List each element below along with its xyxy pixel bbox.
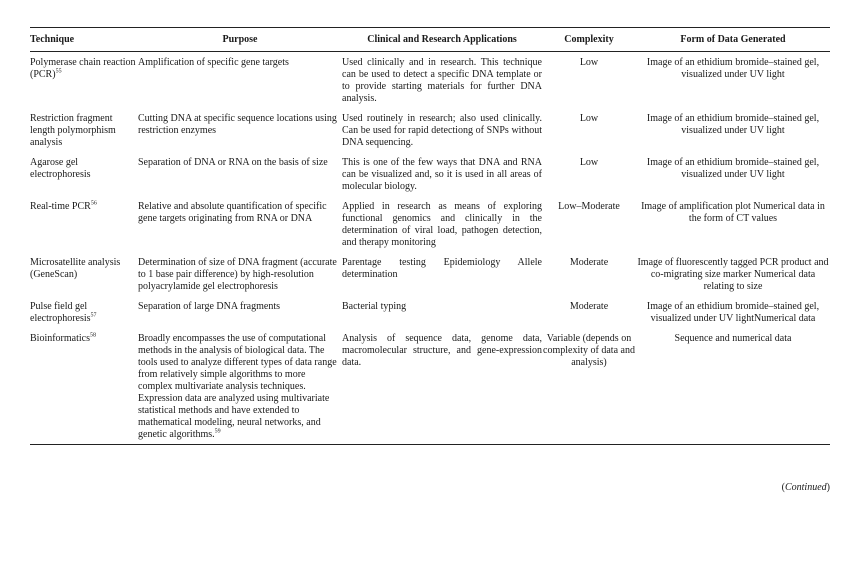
cell-purpose: Determination of size of DNA fragment (accurate to 1 base pair difference) by high-resolution polyacrylamide gel electrophoresis [138, 257, 337, 292]
cell-technique: Agarose gel electrophoresis [30, 157, 91, 180]
cell-complexity: Moderate [569, 301, 609, 312]
table-header-row [30, 28, 830, 52]
cell-complexity: Low [579, 157, 599, 168]
cell-complexity: Low [579, 113, 599, 124]
cell-data-form: Image of an ethidium bromide–stained gel, visualized under UV light [646, 57, 820, 80]
cell-technique: Polymerase chain reaction (PCR)$^{55}$ [30, 57, 136, 80]
cell-applications: Applied in research as means of exploring functional genomics and clinically in the determination of viral load, pathogen detection, and therapy monitoring [342, 201, 542, 248]
cell-complexity: Moderate [569, 257, 609, 268]
cell-technique: Pulse field gel electrophoresis$^{57}$ [30, 301, 97, 324]
continued-note: (Continued) [781, 482, 830, 493]
techniques-table [30, 27, 830, 445]
header-data-form: Form of Data Generated [680, 34, 786, 45]
cell-technique: Microsatellite analysis (GeneScan) [30, 257, 121, 280]
cell-data-form: Sequence and numerical data [674, 333, 792, 344]
cell-data-form: Image of an ethidium bromide–stained gel, visualized under UV light [646, 157, 820, 180]
cell-purpose: Separation of large DNA fragments [138, 301, 280, 312]
cell-data-form: Image of amplification plot Numerical data in the form of CT values [641, 201, 825, 224]
cell-applications: This is one of the few ways that DNA and RNA can be visualized and, so it is used in all areas of molecular biology. [342, 157, 542, 192]
cell-purpose: Broadly encompasses the use of computational methods in the analysis of biological data. The tools used to analyze different types of data range from relatively simple algorithms to more complex multivariate analysis techniques. Expression data are analyzed using multivariate statistical methods and have extended to mathematical modeling, neural networks, and genetic algorithms.$^{59}$ [138, 333, 337, 440]
cell-complexity: Low [579, 57, 599, 68]
header-complexity: Complexity [564, 34, 614, 45]
table-row [30, 196, 830, 252]
table-row [30, 108, 830, 152]
cell-applications: Analysis of sequence data, genome data, macromolecular structure, and gene-expression data. [342, 333, 542, 368]
header-purpose: Purpose [222, 34, 258, 45]
cell-data-form: Image of fluorescently tagged PCR product and co-migrating size marker Numerical data relating to size [637, 257, 829, 292]
cell-data-form: Image of an ethidium bromide–stained gel, visualized under UV light [646, 113, 820, 136]
table-row [30, 152, 830, 196]
table-row [30, 296, 830, 328]
table-row [30, 252, 830, 296]
cell-purpose: Amplification of specific gene targets [138, 57, 289, 68]
table-row [30, 52, 830, 109]
cell-purpose: Cutting DNA at specific sequence locations using restriction enzymes [138, 113, 337, 136]
cell-applications: Used routinely in research; also used clinically. Can be used for rapid detectiong of SNPs without DNA sequencing. [342, 113, 542, 148]
cell-applications: Bacterial typing [342, 301, 407, 312]
cell-technique: Real-time PCR$^{56}$ [30, 200, 97, 212]
cell-applications: Used clinically and in research. This technique can be used to detect a specific DNA template or to provide starting materials for further DNA analysis. [342, 57, 542, 104]
header-applications: Clinical and Research Applications [367, 34, 517, 45]
cell-technique: Bioinformatics$^{58}$ [30, 332, 96, 344]
cell-applications: Parentage testing Epidemiology Allele determination [342, 257, 542, 280]
cell-purpose: Relative and absolute quantification of specific gene targets originating from RNA or DNA [138, 201, 327, 224]
cell-complexity: Variable (depends on complexity of data and analysis) [543, 333, 635, 368]
header-technique: Technique [30, 34, 75, 45]
cell-data-form: Image of an ethidium bromide–stained gel, visualized under UV lightNumerical data [646, 301, 820, 324]
cell-technique: Restriction fragment length polymorphism analysis [30, 113, 116, 148]
cell-complexity: Low–Moderate [558, 201, 620, 212]
table-row [30, 328, 830, 445]
cell-purpose: Separation of DNA or RNA on the basis of size [138, 157, 328, 168]
